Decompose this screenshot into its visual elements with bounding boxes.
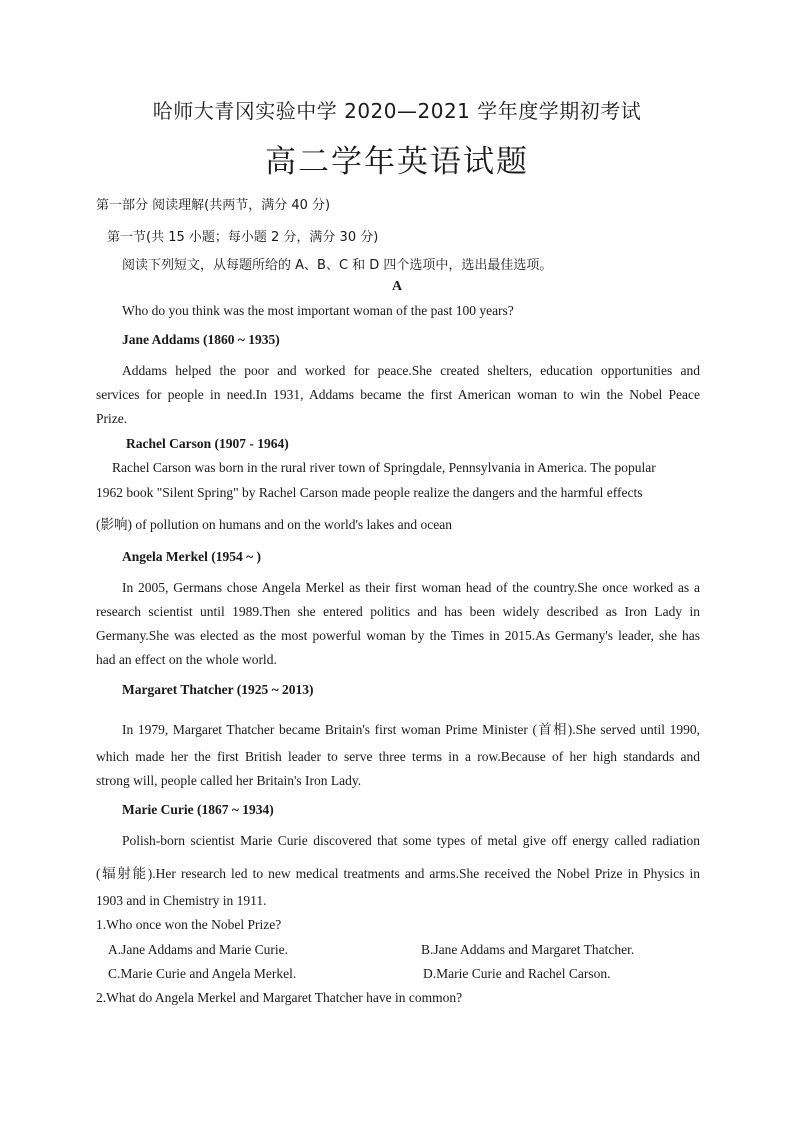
school-exam-header: 哈师大青冈实验中学 2020—2021 学年度学期初考试 [152, 99, 642, 123]
merkel-line-3: Germany.She was elected as the most powerful woman by the Times in 2015.As Germany's leader, she has [96, 628, 700, 643]
curie-heading: Marie Curie (1867 ~ 1934) [122, 802, 274, 817]
section-heading: 第一节(共 15 小题；每小题 2 分，满分 30 分) [107, 230, 379, 245]
instructions: 阅读下列短文，从每题所给的 A、B、C 和 D 四个选项中，选出最佳选项。 [122, 258, 553, 273]
passage-letter: A [391, 279, 403, 294]
merkel-line-2: research scientist until 1989.Then she entered politics and has been widely described as Iron Lady in [96, 604, 700, 619]
addams-line-3: Prize. [96, 411, 128, 426]
part-heading: 第一部分 阅读理解(共两节，满分 40 分) [96, 198, 331, 213]
question-1-option-a: A.Jane Addams and Marie Curie. [108, 942, 288, 957]
thatcher-heading: Margaret Thatcher (1925 ~ 2013) [122, 682, 314, 697]
question-1-option-d: D.Marie Curie and Rachel Carson. [423, 966, 611, 981]
thatcher-line-1: In 1979, Margaret Thatcher became Britain's first woman Prime Minister (首相).She served until 1990, [122, 722, 700, 737]
carson-heading: Rachel Carson (1907 - 1964) [126, 436, 289, 451]
thatcher-line-2: which made her the first British leader to serve three terms in a row.Because of her high standards and [96, 749, 700, 764]
curie-line-1: Polish-born scientist Marie Curie discovered that some types of metal give off energy called radiation [122, 833, 700, 848]
thatcher-line-3: strong will, people called her Britain's Iron Lady. [96, 773, 362, 788]
carson-line-3: (影响) of pollution on humans and on the world's lakes and ocean [96, 517, 452, 532]
question-1-option-b: B.Jane Addams and Margaret Thatcher. [421, 942, 635, 957]
addams-heading: Jane Addams (1860 ~ 1935) [122, 332, 280, 347]
merkel-heading: Angela Merkel (1954 ~ ) [122, 549, 261, 564]
curie-line-3: 1903 and in Chemistry in 1911. [96, 893, 267, 908]
curie-line-2: (辐射能).Her research led to new medical treatments and arms.She received the Nobel Prize in Physics in [96, 866, 700, 881]
addams-line-2: services for people in need.In 1931, Addams became the first American woman to win the Nobel Peace [96, 387, 700, 402]
question-1: 1.Who once won the Nobel Prize? [96, 917, 282, 932]
merkel-line-1: In 2005, Germans chose Angela Merkel as their first woman head of the country.She once worked as a [122, 580, 700, 595]
carson-line-2: 1962 book "Silent Spring" by Rachel Carson made people realize the dangers and the harmful effects [96, 485, 643, 500]
question-2: 2.What do Angela Merkel and Margaret Thatcher have in common? [96, 990, 463, 1005]
merkel-line-4: had an effect on the whole world. [96, 652, 277, 667]
exam-title: 高二学年英语试题 [265, 144, 529, 180]
addams-line-1: Addams helped the poor and worked for peace.She created shelters, education opportunities and [122, 363, 700, 378]
passage-intro: Who do you think was the most important woman of the past 100 years? [122, 303, 514, 318]
question-1-option-c: C.Marie Curie and Angela Merkel. [108, 966, 297, 981]
carson-line-1: Rachel Carson was born in the rural river town of Springdale, Pennsylvania in America. The popular [112, 460, 656, 475]
